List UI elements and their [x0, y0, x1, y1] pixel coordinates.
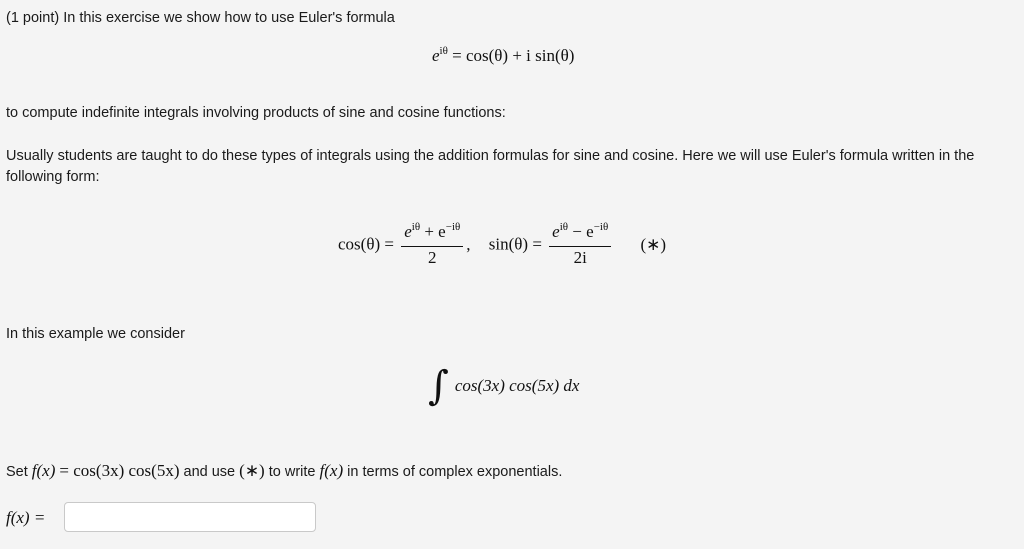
- cos-numerator: $e^{i\theta} + e^{-i\theta}$: [401, 222, 463, 247]
- set-paragraph: Set f(x) = cos(3x) cos(5x) and use (∗) to write f(x) in terms of complex exponentials.: [6, 461, 563, 480]
- cos-fraction: [401, 222, 463, 267]
- consider-paragraph: In this example we consider: [6, 326, 185, 342]
- intro-line: [6, 10, 395, 26]
- answer-label: f(x) =: [6, 508, 46, 527]
- cos-denominator: 2: [427, 248, 437, 267]
- euler-formula: [432, 46, 574, 66]
- points-label: (1 point): [6, 10, 60, 26]
- formula-separator: ,: [466, 234, 471, 254]
- star-formula: [338, 222, 666, 267]
- intro-text: In this exercise we show how to use Euler's formula: [63, 10, 395, 26]
- euler-rhs: = cos(θ) + i sin(θ): [452, 46, 575, 65]
- integrand: cos(3x) cos(5x) dx: [454, 376, 580, 395]
- cos-lhs: cos(θ) =: [338, 234, 394, 254]
- fx-symbol: f(x): [31, 461, 56, 480]
- sin-fraction: [549, 222, 611, 267]
- compute-paragraph: to compute indefinite integrals involving products of sine and cosine functions:: [6, 105, 506, 121]
- star-reference: (∗): [239, 461, 265, 480]
- answer-input[interactable]: [64, 502, 316, 532]
- integral-expression: [428, 358, 580, 409]
- fx-definition: = cos(3x) cos(5x): [59, 461, 180, 480]
- sin-numerator: $e^{i\theta} - e^{-i\theta}$: [549, 222, 611, 247]
- fx-symbol-2: f(x): [319, 461, 344, 480]
- star-tag: (∗): [640, 234, 667, 254]
- euler-base: e: [432, 46, 440, 65]
- integral-sign: ∫: [428, 363, 449, 409]
- sin-denominator: 2i: [573, 248, 587, 267]
- usually-paragraph-line2: following form:: [6, 169, 100, 185]
- usually-paragraph-line1: Usually students are taught to do these types of integrals using the addition formulas for sine and cosine. Here we will use Euler's formula written in the: [6, 148, 975, 164]
- euler-exponent: iθ: [439, 45, 448, 57]
- sin-lhs: sin(θ) =: [488, 234, 542, 254]
